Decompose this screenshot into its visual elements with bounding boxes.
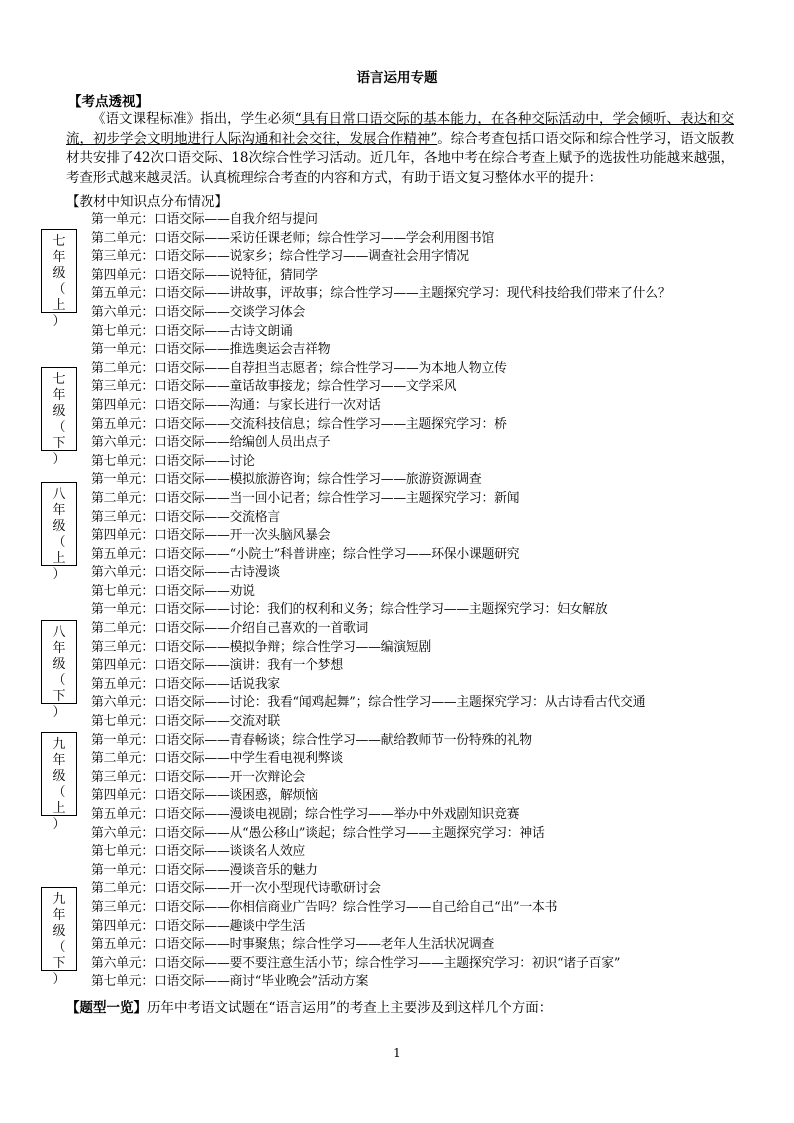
unit-row: 第三单元：口语交际——模拟争辩；综合性学习——编演短剧	[91, 639, 432, 655]
unit-row: 第二单元：口语交际——开一次小型现代诗歌研讨会	[91, 881, 381, 897]
unit-row: 第五单元：口语交际——讲故事，评故事；综合性学习——主题探究学习：现代科技给我们带来了什么？	[91, 286, 671, 302]
grade-label-char: 下	[52, 436, 66, 451]
grade-label-char: ）	[52, 314, 66, 329]
grade-label-box	[41, 367, 77, 467]
intro-after: 。综合考查包括口语交际和综合性学习，语文版教材共安排了42次口语交际、18次综合性学习活动。近几年，各地中考在综合考查上赋予的选拔性功能越来越强，考查形式越来越灵活。认真梳理综合考查的内容和方式，有助于语文复习整体水平的提升：	[66, 130, 734, 186]
grade-label-char: （	[52, 535, 66, 550]
unit-row: 第三单元：口语交际——开一次辩论会	[91, 769, 306, 785]
unit-row: 第三单元：口语交际——你相信商业广告吗？综合性学习——自己给自己“出”一本书	[91, 899, 558, 915]
unit-row: 第七单元：口语交际——讨论	[91, 453, 255, 469]
grade-label-char: 八	[52, 625, 66, 640]
grade-label-char: 上	[52, 298, 66, 313]
unit-row: 第二单元：口语交际——当一回小记者；综合性学习——主题探究学习：新闻	[91, 490, 520, 506]
grade-label-char: 下	[52, 689, 66, 704]
grade-label-char: 八	[52, 487, 66, 502]
unit-row: 第七单元：口语交际——商讨“毕业晚会”活动方案	[91, 974, 369, 990]
unit-row: 第一单元：口语交际——青春畅谈；综合性学习——献给教师节一份特殊的礼物	[91, 732, 532, 748]
question-types-text: 历年中考语文试题在“语言运用”的考查上主要涉及到这样几个方面：	[147, 1000, 553, 1016]
grade-label-char: （	[52, 420, 66, 435]
unit-row: 第五单元：口语交际——漫谈电视剧；综合性学习——举办中外戏剧知识竞赛	[91, 807, 520, 822]
grade-label-char: 下	[52, 956, 66, 971]
unit-row: 第六单元：口语交际——从“愚公移山”谈起；综合性学习——主题探究学习：神话	[91, 825, 545, 841]
grade-label-char: 年	[52, 908, 66, 923]
intro-paragraph	[66, 110, 734, 188]
grade-label-box	[41, 229, 77, 329]
unit-list	[91, 211, 751, 992]
unit-row: 第五单元：口语交际——交流科技信息；综合性学习——主题探究学习：桥	[91, 416, 507, 432]
grade-label-char: 七	[52, 234, 66, 249]
unit-row: 第六单元：口语交际——交谈学习体会	[91, 304, 306, 320]
unit-row: 第四单元：口语交际——说特征，猜同学	[91, 267, 318, 283]
grade-label-box	[41, 732, 77, 832]
unit-row: 第一单元：口语交际——推选奥运会吉祥物	[91, 342, 331, 358]
grade-label-char: ）	[52, 972, 66, 987]
unit-row: 第五单元：口语交际——“小院士”科普讲座；综合性学习——环保小课题研究	[91, 546, 520, 562]
unit-row: 第七单元：口语交际——劝说	[91, 583, 255, 599]
grade-label-char: 年	[52, 503, 66, 518]
grade-label-char: 九	[52, 737, 66, 752]
grade-label-char: （	[52, 940, 66, 955]
grade-label-char: 级	[52, 404, 66, 419]
unit-row: 第五单元：口语交际——话说我家	[91, 676, 280, 692]
unit-row: 第七单元：口语交际——交流对联	[91, 714, 280, 730]
grade-label-char: （	[52, 673, 66, 688]
unit-row: 第六单元：口语交际——要不要注意生活小节；综合性学习——主题探究学习：初识“诸子百家”	[91, 955, 621, 971]
grade-label-box	[41, 620, 77, 720]
unit-row: 第四单元：口语交际——谈困惑，解烦恼	[91, 788, 318, 804]
grade-label-char: ）	[52, 452, 66, 467]
grade-label-char: 年	[52, 250, 66, 265]
unit-row: 第二单元：口语交际——自荐担当志愿者；综合性学习——为本地人物立传	[91, 360, 507, 376]
unit-row: 第一单元：口语交际——漫谈音乐的魅力	[91, 862, 318, 878]
grade-label-char: 七	[52, 372, 66, 387]
subheading-distribution: 【教材中知识点分布情况】	[66, 194, 228, 210]
grade-label-char: 年	[52, 388, 66, 403]
unit-row: 第四单元：口语交际——趣谈中学生活	[91, 918, 306, 934]
unit-row: 第六单元：口语交际——讨论：我看“闻鸡起舞”；综合性学习——主题探究学习：从古诗看古代交通	[91, 695, 646, 711]
unit-row: 第四单元：口语交际——开一次头脑风暴会	[91, 528, 331, 544]
unit-row: 第四单元：口语交际——沟通：与家长进行一次对话	[91, 397, 381, 413]
unit-row: 第三单元：口语交际——童话故事接龙；综合性学习——文学采风	[91, 379, 457, 395]
unit-row: 第三单元：口语交际——说家乡；综合性学习——调查社会用字情况	[91, 249, 469, 265]
grade-label-char: 上	[52, 801, 66, 816]
grade-label-char: 级	[52, 519, 66, 534]
unit-row: 第七单元：口语交际——谈谈名人效应	[91, 844, 306, 860]
grade-label-char: ）	[52, 705, 66, 720]
grade-label-char: 级	[52, 769, 66, 784]
section-heading-kaodian: 【考点透视】	[68, 94, 149, 110]
page-title: 语言运用专题	[356, 70, 438, 86]
unit-row: 第六单元：口语交际——给编创人员出点子	[91, 435, 331, 451]
grade-label-char: ）	[52, 817, 66, 832]
section-heading-tixing: 【题型一览】	[66, 1000, 147, 1016]
grade-label-char: 级	[52, 657, 66, 672]
grade-label-box	[41, 887, 77, 987]
unit-row: 第四单元：口语交际——演讲：我有一个梦想	[91, 658, 343, 674]
intro-before: 《语文课程标准》指出，学生必须	[92, 111, 295, 127]
grade-label-box	[41, 482, 77, 582]
grade-label-char: 级	[52, 924, 66, 939]
question-types-line	[66, 996, 552, 1016]
unit-row: 第一单元：口语交际——模拟旅游咨询；综合性学习——旅游资源调查	[91, 472, 482, 488]
grade-label-char: ）	[52, 567, 66, 582]
unit-row: 第三单元：口语交际——交流格言	[91, 509, 280, 525]
grade-label-char: 级	[52, 266, 66, 281]
unit-row: 第二单元：口语交际——中学生看电视利弊谈	[91, 751, 343, 767]
grade-label-char: （	[52, 282, 66, 297]
grade-label-char: 九	[52, 892, 66, 907]
unit-row: 第一单元：口语交际——讨论：我们的权利和义务；综合性学习——主题探究学习：妇女解放	[91, 602, 608, 618]
grade-label-char: （	[52, 785, 66, 800]
unit-row: 第五单元：口语交际——时事聚焦；综合性学习——老年人生活状况调查	[91, 937, 495, 953]
grade-label-char: 年	[52, 641, 66, 656]
grade-label-char: 上	[52, 551, 66, 566]
unit-row: 第一单元：口语交际——自我介绍与提问	[91, 212, 318, 227]
unit-row: 第六单元：口语交际——古诗漫谈	[91, 565, 280, 581]
grade-label-char: 年	[52, 753, 66, 768]
unit-row: 第七单元：口语交际——古诗文朗诵	[91, 323, 293, 339]
unit-row: 第二单元：口语交际——采访任课老师；综合性学习——学会利用图书馆	[91, 230, 495, 246]
intro-quote: “具有日常口语交际的基本能力，在各种交际活动中，学会倾听、表达和交流，初步学会文明地进行人际沟通和社会交往，发展合作精神”	[66, 111, 735, 147]
page-number: 1	[393, 1046, 401, 1060]
unit-row: 第二单元：口语交际——介绍自己喜欢的一首歌词	[91, 621, 369, 637]
